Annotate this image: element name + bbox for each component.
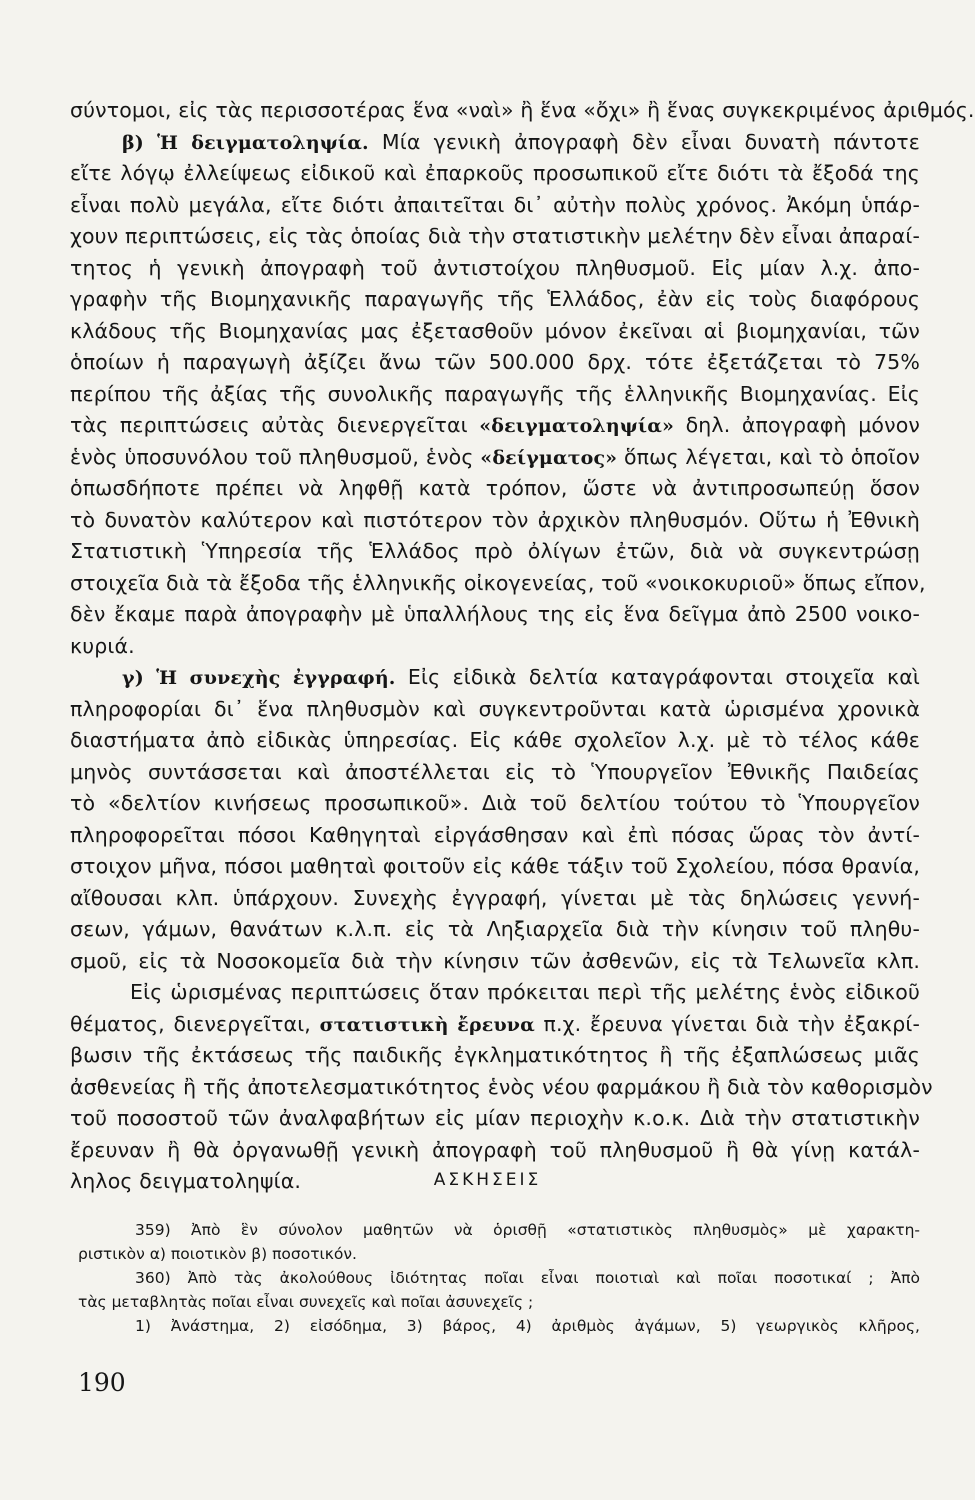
text-line: ἔρευναν ἢ θὰ ὀργανωθῇ γενικὴ ἀπογραφὴ τοῦ πληθυσμοῦ ἢ θὰ γίνῃ κατάλ- (70, 1137, 920, 1162)
exercises-heading: ΑΣΚΗΣΕΙΣ (433, 1170, 542, 1190)
body-text (70, 95, 975, 1198)
text-line: πληροφορεῖται πόσοι Καθηγηταὶ εἰργάσθησαν καὶ ἐπὶ πόσας ὥρας τὸν ἀντί- (70, 822, 920, 847)
text-line: ληλος δειγματοληψία. (70, 1169, 302, 1193)
text-line: σεων, γάμων, θανάτων κ.λ.π. εἰς τὰ Ληξιαρχεῖα διὰ τὴν κίνησιν τοῦ πληθυ- (70, 917, 920, 941)
text-line: εἴτε λόγῳ ἐλλείψεως εἰδικοῦ καὶ ἐπαρκοῦς προσωπικοῦ εἴτε διότι τὰ ἔξοδά της (70, 161, 920, 185)
text-line: τὰς περιπτώσεις αὐτὰς διενεργεῖται «δειγματοληψία» δηλ. ἀπογραφὴ μόνον (70, 413, 920, 437)
text-line: στοιχεῖα διὰ τὰ ἔξοδα τῆς ἑλληνικῆς οἰκογενείας, τοῦ «νοικοκυριοῦ» ὅπως εἴπον, (70, 570, 926, 595)
text-line: αἴθουσαι κλπ. ὑπάρχουν. Συνεχὴς ἐγγραφή, γίνεται μὲ τὰς δηλώσεις γεννή- (70, 885, 920, 910)
text-line: Στατιστικὴ Ὑπηρεσία τῆς Ἑλλάδος πρὸ ὀλίγων ἐτῶν, διὰ νὰ συγκεντρώσῃ (70, 539, 920, 563)
text-line: ἀσθενείας ἢ τῆς ἀποτελεσματικότητος ἑνὸς νέου φαρμάκου ἢ διὰ τὸν καθορισμὸν (70, 1074, 933, 1099)
exercise-line: 1) Ἀνάστημα, 2) εἰσόδημα, 3) βάρος, 4) ἀριθμὸς ἀγάμων, 5) γεωργικὸς κλῆρος, (135, 1317, 920, 1335)
text-line: Εἰς ὡρισμένας περιπτώσεις ὅταν πρόκειται περὶ τῆς μελέτης ἑνὸς εἰδικοῦ (130, 980, 920, 1004)
text-line: ἑνὸς ὑποσυνόλου τοῦ πληθυσμοῦ, ἑνὸς «δείγματος» ὅπως λέγεται, καὶ τὸ ὁποῖον (70, 444, 920, 469)
text-line: περίπου τῆς ἀξίας τῆς συνολικῆς παραγωγῆς τῆς ἑλληνικῆς Βιομηχανίας. Εἰς (70, 381, 920, 406)
text-line: τοῦ ποσοστοῦ τῶν ἀναλφαβήτων εἰς μίαν περιοχὴν κ.ο.κ. Διὰ τὴν στατιστικὴν (70, 1106, 920, 1130)
text-line: πληροφορίαι δι᾿ ἕνα πληθυσμὸν καὶ συγκεντροῦνται κατὰ ὡρισμένα χρονικὰ (70, 696, 920, 721)
text-line: τὸ «δελτίον κινήσεως προσωπικοῦ». Διὰ τοῦ δελτίου τούτου τὸ Ὑπουργεῖον (70, 791, 920, 815)
text-line: ὁπωσδήποτε πρέπει νὰ ληφθῇ κατὰ τρόπον, ὥστε νὰ ἀντιπροσωπεύῃ ὅσον (70, 476, 920, 500)
text-line: θέματος, διενεργεῖται, στατιστικὴ ἔρευνα π.χ. ἔρευνα γίνεται διὰ τὴν ἐξακρί- (70, 1011, 921, 1036)
exercise-line: ριστικὸν α) ποιοτικὸν β) ποσοτικόν. (78, 1245, 357, 1263)
text-line: ὁποίων ἡ παραγωγὴ ἀξίζει ἄνω τῶν 500.000 δρχ. τότε ἐξετάζεται τὸ 75% (70, 350, 920, 374)
text-line: βωσιν τῆς ἐκτάσεως τῆς παιδικῆς ἐγκληματικότητος ἢ τῆς ἐξαπλώσεως μιᾶς (70, 1043, 920, 1067)
text-line: σμοῦ, εἰς τὰ Νοσοκομεῖα διὰ τὴν κίνησιν τῶν ἀσθενῶν, εἰς τὰ Τελωνεῖα κλπ. (70, 948, 920, 973)
text-line: κυριά. (70, 633, 135, 658)
exercise-line: 359) Ἀπὸ ἓν σύνολον μαθητῶν νὰ ὁρισθῇ «στατιστικὸς πληθυσμὸς» μὲ χαρακτη- (135, 1221, 920, 1239)
text-line: τητος ἡ γενικὴ ἀπογραφὴ τοῦ ἀντιστοίχου πληθυσμοῦ. Εἰς μίαν λ.χ. ἀπο- (70, 255, 920, 280)
text-line: εἶναι πολὺ μεγάλα, εἴτε διότι ἀπαιτεῖται δι᾿ αὐτὴν πολὺς χρόνος. Ἀκόμη ὑπάρ- (70, 192, 920, 217)
text-line: κλάδους τῆς Βιομηχανίας μας ἐξετασθοῦν μόνον ἐκεῖναι αἱ βιομηχανίαι, τῶν (70, 318, 920, 343)
page-number: 190 (78, 1368, 126, 1397)
text-line: δὲν ἔκαμε παρὰ ἀπογραφὴν μὲ ὑπαλλήλους της εἰς ἕνα δεῖγμα ἀπὸ 2500 νοικο- (70, 602, 920, 626)
exercises-list (78, 1218, 920, 1338)
bold-term: στατιστικὴ ἔρευνα (319, 1013, 535, 1036)
text-line: σύντομοι, εἰς τὰς περισσοτέρας ἕνα «ναὶ» ἢ ἕνα «ὄχι» ἢ ἕνας συγκεκριμένος ἀριθμός. (70, 98, 975, 122)
text-line: γ) Ἡ συνεχὴς ἐγγραφή. Εἰς εἰδικὰ δελτία καταγράφονται στοιχεῖα καὶ (122, 665, 920, 689)
text-line: τὸ δυνατὸν καλύτερον καὶ πιστότερον τὸν ἀρχικὸν πληθυσμόν. Οὕτω ἡ Ἐθνικὴ (70, 507, 920, 532)
exercise-line: 360) Ἀπὸ τὰς ἀκολούθους ἰδιότητας ποῖαι εἶναι ποιοτιαὶ καὶ ποῖαι ποσοτικαί ; Ἀπὸ (135, 1269, 920, 1287)
text-line: μηνὸς συντάσσεται καὶ ἀποστέλλεται εἰς τὸ Ὑπουργεῖον Ἐθνικῆς Παιδείας (70, 759, 920, 784)
exercise-line: τὰς μεταβλητὰς ποῖαι εἶναι συνεχεῖς καὶ ποῖαι ἀσυνεχεῖς ; (78, 1293, 534, 1311)
section-heading-continuous-registration: γ) Ἡ συνεχὴς ἐγγραφή. (122, 667, 396, 689)
text-line: στοιχον μῆνα, πόσοι μαθηταὶ φοιτοῦν εἰς κάθε τάξιν τοῦ Σχολείου, πόσα θρανία, (70, 854, 920, 878)
text-line: γραφὴν τῆς Βιομηχανικῆς παραγωγῆς τῆς Ἑλλάδος, ἐὰν εἰς τοὺς διαφόρους (70, 287, 920, 311)
bold-term: «δείγματος» (480, 446, 618, 469)
bold-term: «δειγματοληψία» (479, 415, 675, 437)
text-line: διαστήματα ἀπὸ εἰδικὰς ὑπηρεσίας. Εἰς κάθε σχολεῖον λ.χ. μὲ τὸ τέλος κάθε (70, 728, 920, 752)
section-heading-sampling: β) Ἡ δειγματοληψία. (122, 131, 369, 154)
text-line: χουν περιπτώσεις, εἰς τὰς ὁποίας διὰ τὴν στατιστικὴν μελέτην δὲν εἶναι ἀπαραί- (70, 224, 920, 248)
text-line: β) Ἡ δειγματοληψία. Μία γενικὴ ἀπογραφὴ δὲν εἶναι δυνατὴ πάντοτε (122, 129, 920, 154)
